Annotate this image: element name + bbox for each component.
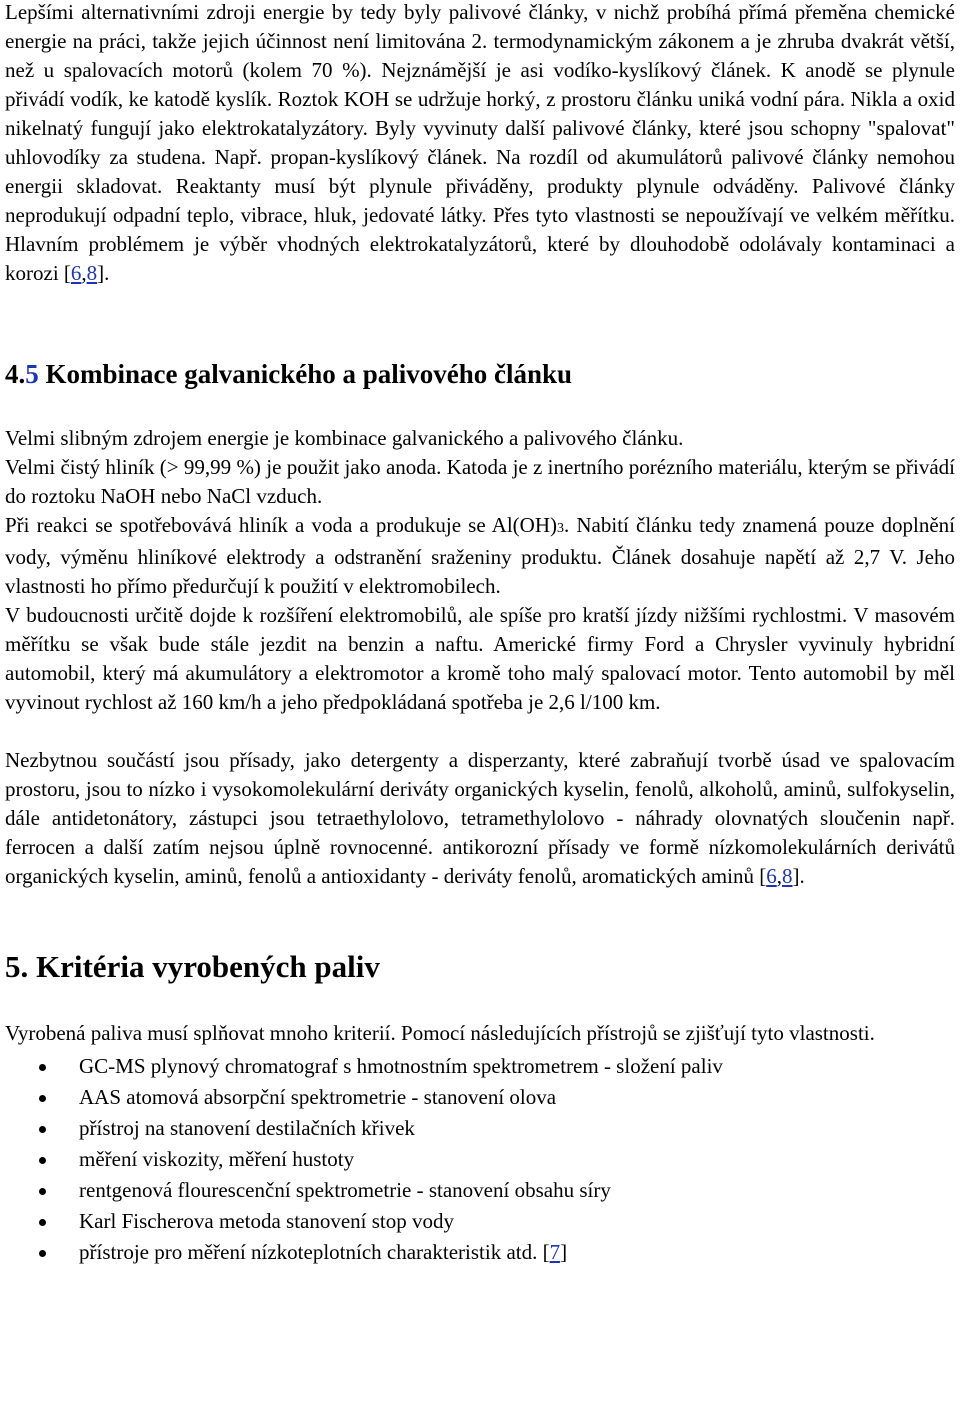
citation-link-8b[interactable]: 8: [781, 864, 793, 888]
hybrid-cell-section: [5, 424, 955, 717]
bullet-icon: [39, 1188, 46, 1195]
instrument-list: [5, 1051, 955, 1268]
bullet-icon: [39, 1219, 46, 1226]
citation-link-8[interactable]: 8: [86, 261, 98, 285]
list-item: přístroj na stanovení destilačních křivek: [5, 1113, 955, 1144]
paragraph-anode: Velmi čistý hliník (> 99,99 %) je použit jako anoda. Katoda je z inertního porézního materiálu, kterým se přivádí do roztoku NaOH nebo NaCl vzduch.: [5, 455, 955, 508]
fuel-cell-text: Lepšími alternativními zdroji energie by tedy byly palivové články, v nichž probíhá přímá přeměna chemické energie na práci, takže jejich účinnost není limitována 2. termodynamickým zákonem a je zhruba dvakrát větší, než u spalovacích motorů (kolem 70 %). Nejznámější je asi vodíko-kyslíkový článek. K anodě se plynule přivádí vodík, ke katodě kyslík. Roztok KOH se udržuje horký, z prostoru článku uniká vodní pára. Nikla a oxid nikelnatý fungují jako elektrokatalyzátory. Byly vyvinuty další palivové články, které jsou schopny "spalovat" uhlovodíky za studena. Např. propan-kyslíkový článek. Na rozdíl od akumulátorů palivové články nemohou energii skladovat. Reaktanty musí být plynule přiváděny, produkty plynule odváděny. Palivové články neprodukují odpadní teplo, vibrace, hluk, jedovaté látky. Přes tyto vlastnosti se nepoužívají ve velkém měřítku. Hlavním problémem je výběr vhodných elektrokatalyzátorů, které by dlouhodobě odolávaly kontaminaci a korozi: [5, 0, 955, 285]
document-page: [5, 0, 955, 1268]
criteria-paragraph: Vyrobená paliva musí splňovat mnoho kriterií. Pomocí následujících přístrojů se zjišťují tyto vlastnosti.: [5, 1021, 875, 1045]
list-item: AAS atomová absorpční spektrometrie - stanovení olova: [5, 1082, 955, 1113]
section-4-5-title: Kombinace galvanického a palivového článku: [45, 359, 573, 389]
subscript-3: 3: [556, 521, 564, 536]
additives-paragraph: Nezbytnou součástí jsou přísady, jako detergenty a disperzanty, které zabraňují tvorbě úsad ve spalovacím prostoru, jsou to nízko i vysokomolekulární deriváty organických kyselin, fenolů, alkoholů, aminů, sulfokyselin, dále antidetonátory, zástupci jsou tetraethylolovo, tetramethylolovo - náhrady olovnatých sloučenin např. ferrocen a další zatím nejsou úplně rovnocenné. antikorozní přísady ve formě nízkomolekulárních derivátů organických kyselin, aminů, fenolů a antioxidanty - deriváty fenolů, aromatických aminů [6,8].: [5, 748, 955, 888]
list-item: GC-MS plynový chromatograf s hmotnostním spektrometrem - složení paliv: [5, 1051, 955, 1082]
bullet-icon: [39, 1126, 46, 1133]
fuel-cell-paragraph: Lepšími alternativními zdroji energie by tedy byly palivové články, v nichž probíhá přímá přeměna chemické energie na práci, takže jejich účinnost není limitována 2. termodynamickým zákonem a je zhruba dvakrát větší, než u spalovacích motorů (kolem 70 %). Nejznámější je asi vodíko-kyslíkový článek. K anodě se plynule přivádí vodík, ke katodě kyslík. Roztok KOH se udržuje horký, z prostoru článku uniká vodní pára. Nikla a oxid nikelnatý fungují jako elektrokatalyzátory. Byly vyvinuty další palivové články, které jsou schopny "spalovat" uhlovodíky za studena. Např. propan-kyslíkový článek. Na rozdíl od akumulátorů palivové články nemohou energii skladovat. Reaktanty musí být plynule přiváděny, produkty plynule odváděny. Palivové články neprodukují odpadní teplo, vibrace, hluk, jedovaté látky. Přes tyto vlastnosti se nepoužívají ve velkém měřítku. Hlavním problémem je výběr vhodných elektrokatalyzátorů, které by dlouhodobě odolávaly kontaminaci a korozi [6,8].: [5, 0, 955, 285]
section-5-heading: 5. Kritéria vyrobených paliv: [5, 949, 380, 984]
bullet-icon: [39, 1157, 46, 1164]
list-item: měření viskozity, měření hustoty: [5, 1144, 955, 1175]
paragraph-reaction: Při reakci se spotřebovává hliník a voda a produkuje se Al(OH)3. Nabití článku tedy znamená pouze doplnění vody, výměnu hliníkové elektrody a odstranění sraženiny produktu. Článek dosahuje napětí až 2,7 V. Jeho vlastnosti ho přímo předurčují k použití v elektromobilech.: [5, 513, 955, 598]
bullet-icon: [39, 1250, 46, 1257]
section-4-5-number-link: 5: [25, 359, 39, 389]
bullet-icon: [39, 1064, 46, 1071]
list-item: Karl Fischerova metoda stanovení stop vody: [5, 1206, 955, 1237]
bullet-icon: [39, 1095, 46, 1102]
citation-link-7[interactable]: 7: [549, 1240, 561, 1264]
citation-link-6[interactable]: 6: [70, 261, 82, 285]
list-item: přístroje pro měření nízkoteplotních charakteristik atd. [7]: [5, 1237, 955, 1268]
list-item: rentgenová flourescenční spektrometrie - stanovení obsahu síry: [5, 1175, 955, 1206]
section-4-5-heading: 4.5 Kombinace galvanického a palivového článku: [5, 359, 573, 389]
paragraph-future: V budoucnosti určitě dojde k rozšíření elektromobilů, ale spíše pro kratší jízdy nižšími rychlostmi. V masovém měřítku se však bude stále jezdit na benzin a naftu. Americké firmy Ford a Chrysler vyvinuly hybridní automobil, který má akumulátory a elektromotor a kromě toho malý spalovací motor. Tento automobil by měl vyvinout rychlost až 160 km/h a jeho předpokládaná spotřeba je 2,6 l/100 km.: [5, 603, 955, 714]
paragraph-line-1: Velmi slibným zdrojem energie je kombinace galvanického a palivového článku.: [5, 426, 684, 450]
citation-link-6b[interactable]: 6: [766, 864, 777, 888]
